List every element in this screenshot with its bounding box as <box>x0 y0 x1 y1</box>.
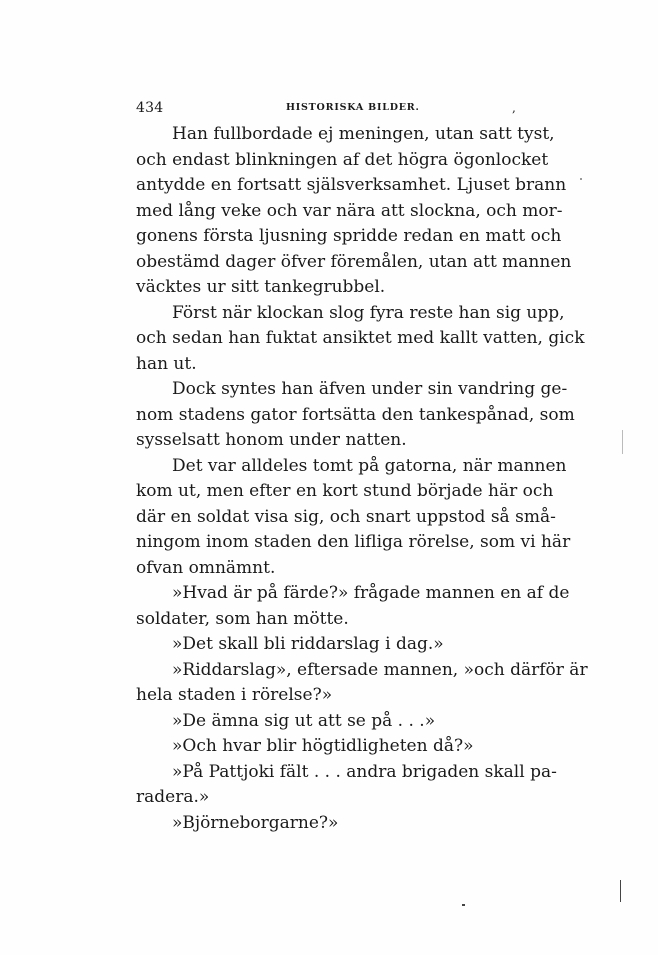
scan-speck <box>580 178 582 180</box>
text-line: där en soldat visa sig, och snart uppstod så små- <box>136 506 556 527</box>
text-line: och endast blinkningen af det högra ögonlocket <box>136 149 549 170</box>
text-line: sysselsatt honom under natten. <box>136 430 407 450</box>
text-line: Han fullbordade ej meningen, utan satt tyst, <box>172 124 555 144</box>
text-line: ofvan omnämnt. <box>136 557 276 578</box>
text-line: »Riddarslag», eftersade mannen, »och därför är <box>172 659 588 680</box>
text-line: »Det skall bli riddarslag i dag.» <box>172 634 444 654</box>
body-text <box>136 122 588 836</box>
text-line: hela staden i rörelse?» <box>136 685 333 705</box>
scan-speck <box>462 904 465 906</box>
text-line: »Hvad är på färde?» frågade mannen en af de <box>172 583 570 603</box>
text-line: »På Pattjoki fält . . . andra brigaden skall pa- <box>172 761 557 782</box>
text-line: Först när klockan slog fyra reste han sig upp, <box>172 302 565 323</box>
text-line: gonens första ljusning spridde redan en matt och <box>136 226 562 246</box>
scan-speck <box>620 880 621 902</box>
text-line: han ut. <box>136 353 197 374</box>
text-line: radera.» <box>136 787 210 807</box>
text-line: Det var alldeles tomt på gatorna, när mannen <box>172 455 567 476</box>
text-line: soldater, som han mötte. <box>136 608 349 629</box>
header-mark: , <box>512 101 516 115</box>
text-line: »Och hvar blir högtidligheten då?» <box>172 736 474 756</box>
text-line: ningom inom staden den lifliga rörelse, som vi här <box>136 532 571 552</box>
text-line: »De ämna sig ut att se på . . .» <box>172 710 436 731</box>
text-line: Dock syntes han äfven under sin vandring ge- <box>172 379 568 399</box>
running-title: HISTORISKA BILDER. <box>286 102 420 113</box>
text-line: och sedan han fuktat ansiktet med kallt vatten, gick <box>136 328 585 348</box>
text-line: med lång veke och var nära att slockna, och mor- <box>136 200 563 221</box>
text-line: obestämd dager öfver föremålen, utan att mannen <box>136 251 572 272</box>
text-line: kom ut, men efter en kort stund började här och <box>136 481 554 501</box>
text-line: väcktes ur sitt tankegrubbel. <box>136 277 386 297</box>
page-header <box>136 100 548 120</box>
text-line: antydde en fortsatt själsverksamhet. Ljuset brann <box>136 175 567 195</box>
page-number: 434 <box>136 100 164 116</box>
text-line: nom stadens gator fortsätta den tankespånad, som <box>136 404 575 425</box>
text-line: »Björneborgarne?» <box>172 812 339 833</box>
scan-speck <box>622 430 623 454</box>
